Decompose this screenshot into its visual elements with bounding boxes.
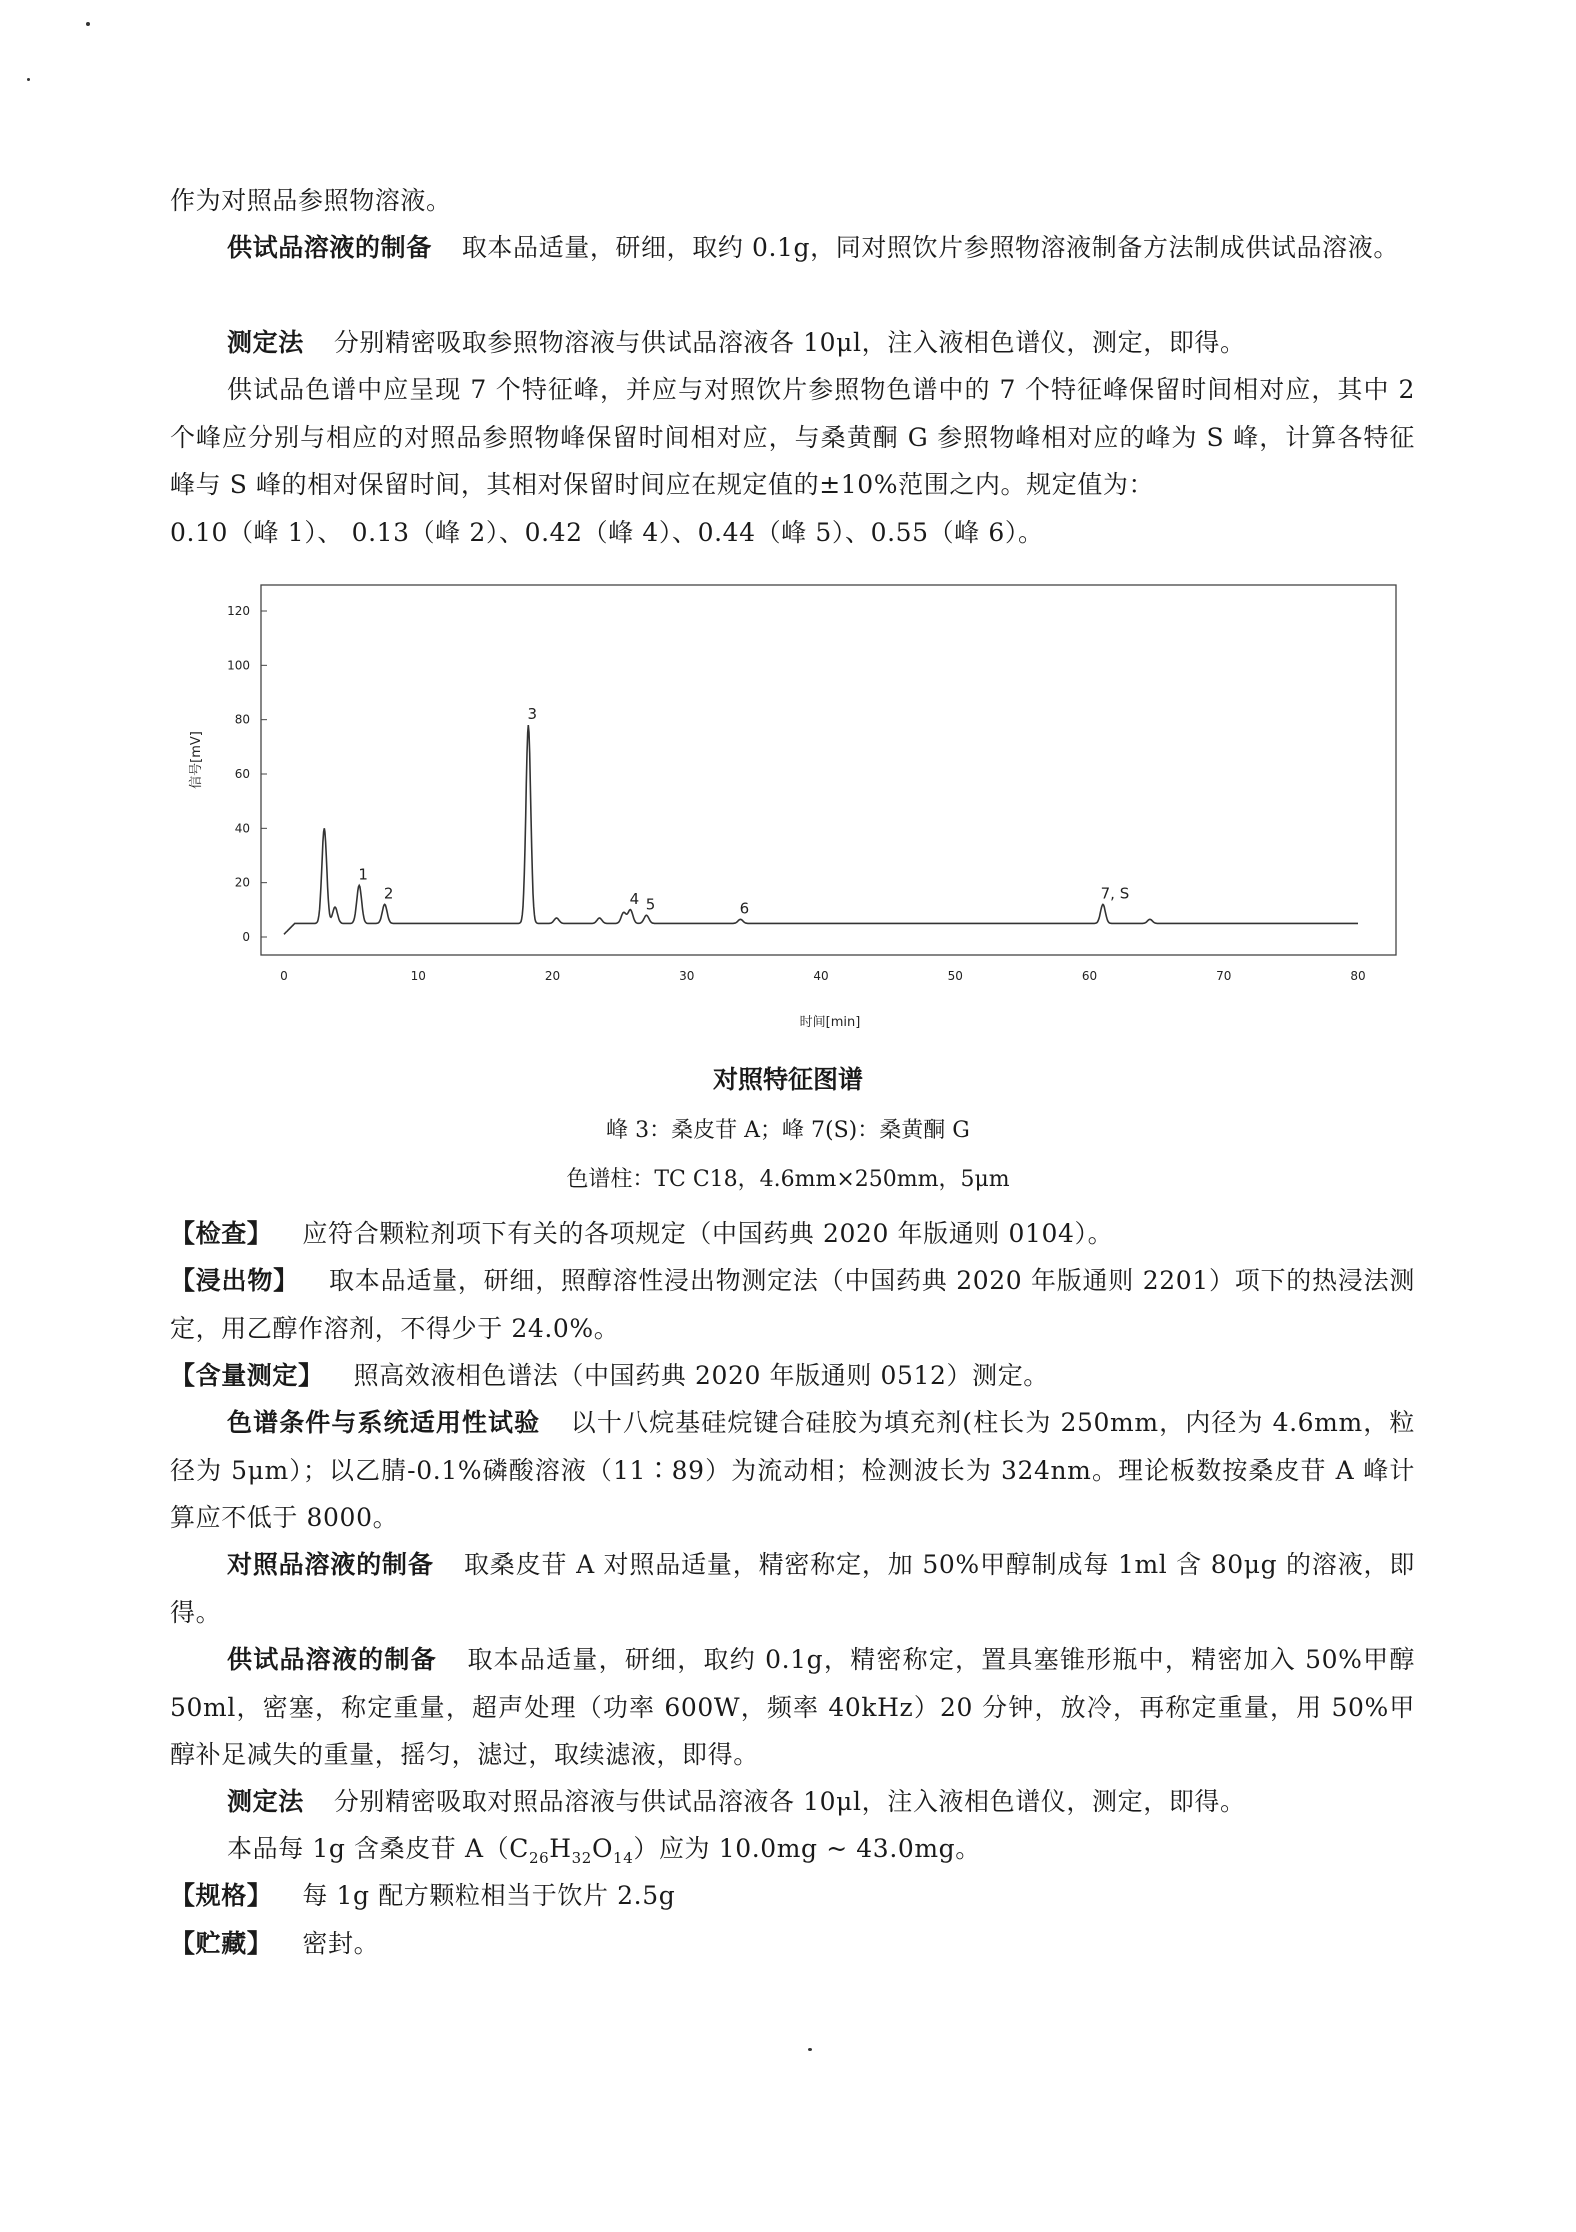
- y-axis-label: 信号[mV]: [189, 731, 204, 789]
- y-tick-label: 20: [234, 875, 250, 890]
- subscript: 14: [613, 1849, 634, 1867]
- x-axis-label: 时间[min]: [799, 1015, 861, 1030]
- section-label: 【贮藏】: [170, 1929, 273, 1958]
- figure-caption-column: 色谱柱：TC C18，4.6mm×250mm，5μm: [566, 1167, 1010, 1192]
- plot-frame: [261, 585, 1396, 955]
- text: 分别精密吸取参照物溶液与供试品溶液各 10μl，注入液相色谱仪，测定，即得。: [333, 328, 1246, 357]
- figure-title: 对照特征图谱: [712, 1065, 863, 1094]
- x-tick-label: 40: [813, 969, 829, 983]
- x-tick-label: 30: [679, 969, 695, 983]
- x-tick-label: 70: [1216, 969, 1232, 983]
- section-label: 【规格】: [170, 1881, 273, 1910]
- text: 取桑皮苷 A 对照品适量，精密称定，加 50%甲醇制成每 1ml 含 80μg 的溶液，即得。: [170, 1550, 1415, 1627]
- section-inspection: [170, 1210, 1415, 1258]
- section-label: 供试品溶液的制备: [227, 1645, 437, 1674]
- section-extract: [170, 1257, 1415, 1352]
- paragraph-chromatographic-conditions: [170, 1399, 1415, 1542]
- section-label: 【浸出物】: [170, 1266, 299, 1295]
- text: ）应为 10.0mg ~ 43.0mg。: [633, 1834, 981, 1863]
- scan-speck: [808, 2048, 812, 2051]
- text: 取本品适量，研细，照醇溶性浸出物测定法（中国药典 2020 年版通则 2201）项下的热浸法测定，用乙醇作溶剂，不得少于 24.0%。: [170, 1266, 1415, 1343]
- text: 取本品适量，研细，取约 0.1g，同对照饮片参照物溶液制备方法制成供试品溶液。: [461, 233, 1399, 262]
- subscript: 32: [571, 1849, 592, 1867]
- scan-speck: [27, 78, 30, 81]
- y-tick-label: 0: [242, 930, 250, 944]
- peak-label: 4: [629, 889, 640, 908]
- section-label: 供试品溶液的制备: [227, 233, 432, 262]
- text: 应符合颗粒剂项下有关的各项规定（中国药典 2020 年版通则 0104）。: [302, 1219, 1114, 1248]
- scan-speck: [86, 22, 90, 26]
- section-label: 测定法: [227, 1787, 304, 1816]
- section-assay: [170, 1352, 1415, 1400]
- section-label: 测定法: [227, 328, 304, 357]
- y-tick-label: 60: [234, 767, 250, 781]
- x-tick-label: 0: [280, 969, 288, 983]
- text: 每 1g 配方颗粒相当于饮片 2.5g: [302, 1881, 676, 1910]
- paragraph-assay-method: [170, 1778, 1415, 1826]
- chromatogram-chart: [170, 580, 1410, 1040]
- text: 密封。: [302, 1929, 380, 1958]
- y-tick-label: 100: [227, 658, 250, 673]
- paragraph-test-solution-prep: [170, 224, 1415, 272]
- peak-label: 2: [383, 884, 394, 903]
- text: 照高效液相色谱法（中国药典 2020 年版通则 0512）测定。: [353, 1361, 1049, 1390]
- paragraph-method: [170, 319, 1415, 367]
- x-tick-label: 60: [1081, 969, 1098, 983]
- text: 本品每 1g 含桑皮苷 A（C: [227, 1834, 529, 1863]
- subscript: 26: [528, 1849, 550, 1867]
- paragraph-fingerprint-requirement: [170, 366, 1415, 556]
- text-values: 0.10（峰 1）、 0.13（峰 2）、0.42（峰 4）、0.44（峰 5）、0.55（峰 6）。: [170, 517, 1044, 547]
- x-tick-label: 10: [410, 969, 426, 983]
- y-tick-label: 40: [234, 821, 250, 836]
- peak-label: 6: [739, 899, 750, 918]
- peak-label: 1: [358, 865, 368, 884]
- text: H: [549, 1834, 572, 1863]
- x-tick-label: 50: [947, 969, 963, 983]
- paragraph-reference-solution-end: [170, 177, 1415, 225]
- y-tick-label: 120: [227, 604, 250, 618]
- text: 以十八烷基硅烷键合硅胶为填充剂(柱长为 250mm，内径为 4.6mm，粒径为 5μm）；以乙腈-0.1%磷酸溶液（11∶89）为流动相；检测波长为 324nm。理论板数按桑皮苷 A 峰计算应不低于 8000。: [170, 1408, 1415, 1532]
- text: 作为对照品参照物溶液。: [170, 186, 452, 215]
- x-tick-label: 20: [544, 969, 561, 983]
- peak-label: 7, S: [1100, 884, 1130, 903]
- text: 分别精密吸取对照品溶液与供试品溶液各 10μl，注入液相色谱仪，测定，即得。: [333, 1787, 1246, 1816]
- text: 供试品色谱中应呈现 7 个特征峰，并应与对照饮片参照物色谱中的 7 个特征峰保留时间相对应，其中 2 个峰应分别与相应的对照品参照物峰保留时间相对应，与桑黄酮 G 参照物峰相对应的峰为 S 峰，计算各特征峰与 S 峰的相对保留时间，其相对保留时间应在规定值的±10%范围之内。规定值为：: [170, 375, 1415, 499]
- section-label: 色谱条件与系统适用性试验: [227, 1408, 541, 1437]
- chromatogram-trace: [284, 725, 1358, 934]
- y-tick-label: 80: [234, 712, 250, 727]
- section-label: 【检查】: [170, 1219, 273, 1248]
- section-label: 【含量测定】: [170, 1361, 324, 1390]
- section-storage: [170, 1920, 1415, 1968]
- text: O: [591, 1834, 614, 1863]
- text: 取本品适量，研细，取约 0.1g，精密称定，置具塞锥形瓶中，精密加入 50%甲醇 50ml，密塞，称定重量，超声处理（功率 600W，频率 40kHz）20 分钟，放冷，再称定重量，用 50%甲醇补足减失的重量，摇匀，滤过，取续滤液，即得。: [170, 1645, 1415, 1769]
- peak-label: 5: [645, 895, 656, 914]
- figure-caption-peaks: 峰 3：桑皮苷 A；峰 7(S)：桑黄酮 G: [606, 1118, 970, 1143]
- section-label: 对照品溶液的制备: [227, 1550, 434, 1579]
- paragraph-reference-solution: [170, 1541, 1415, 1636]
- paragraph-test-solution: [170, 1636, 1415, 1779]
- x-tick-label: 80: [1350, 969, 1366, 983]
- peak-label: 3: [527, 705, 538, 724]
- section-specification: [170, 1872, 1415, 1920]
